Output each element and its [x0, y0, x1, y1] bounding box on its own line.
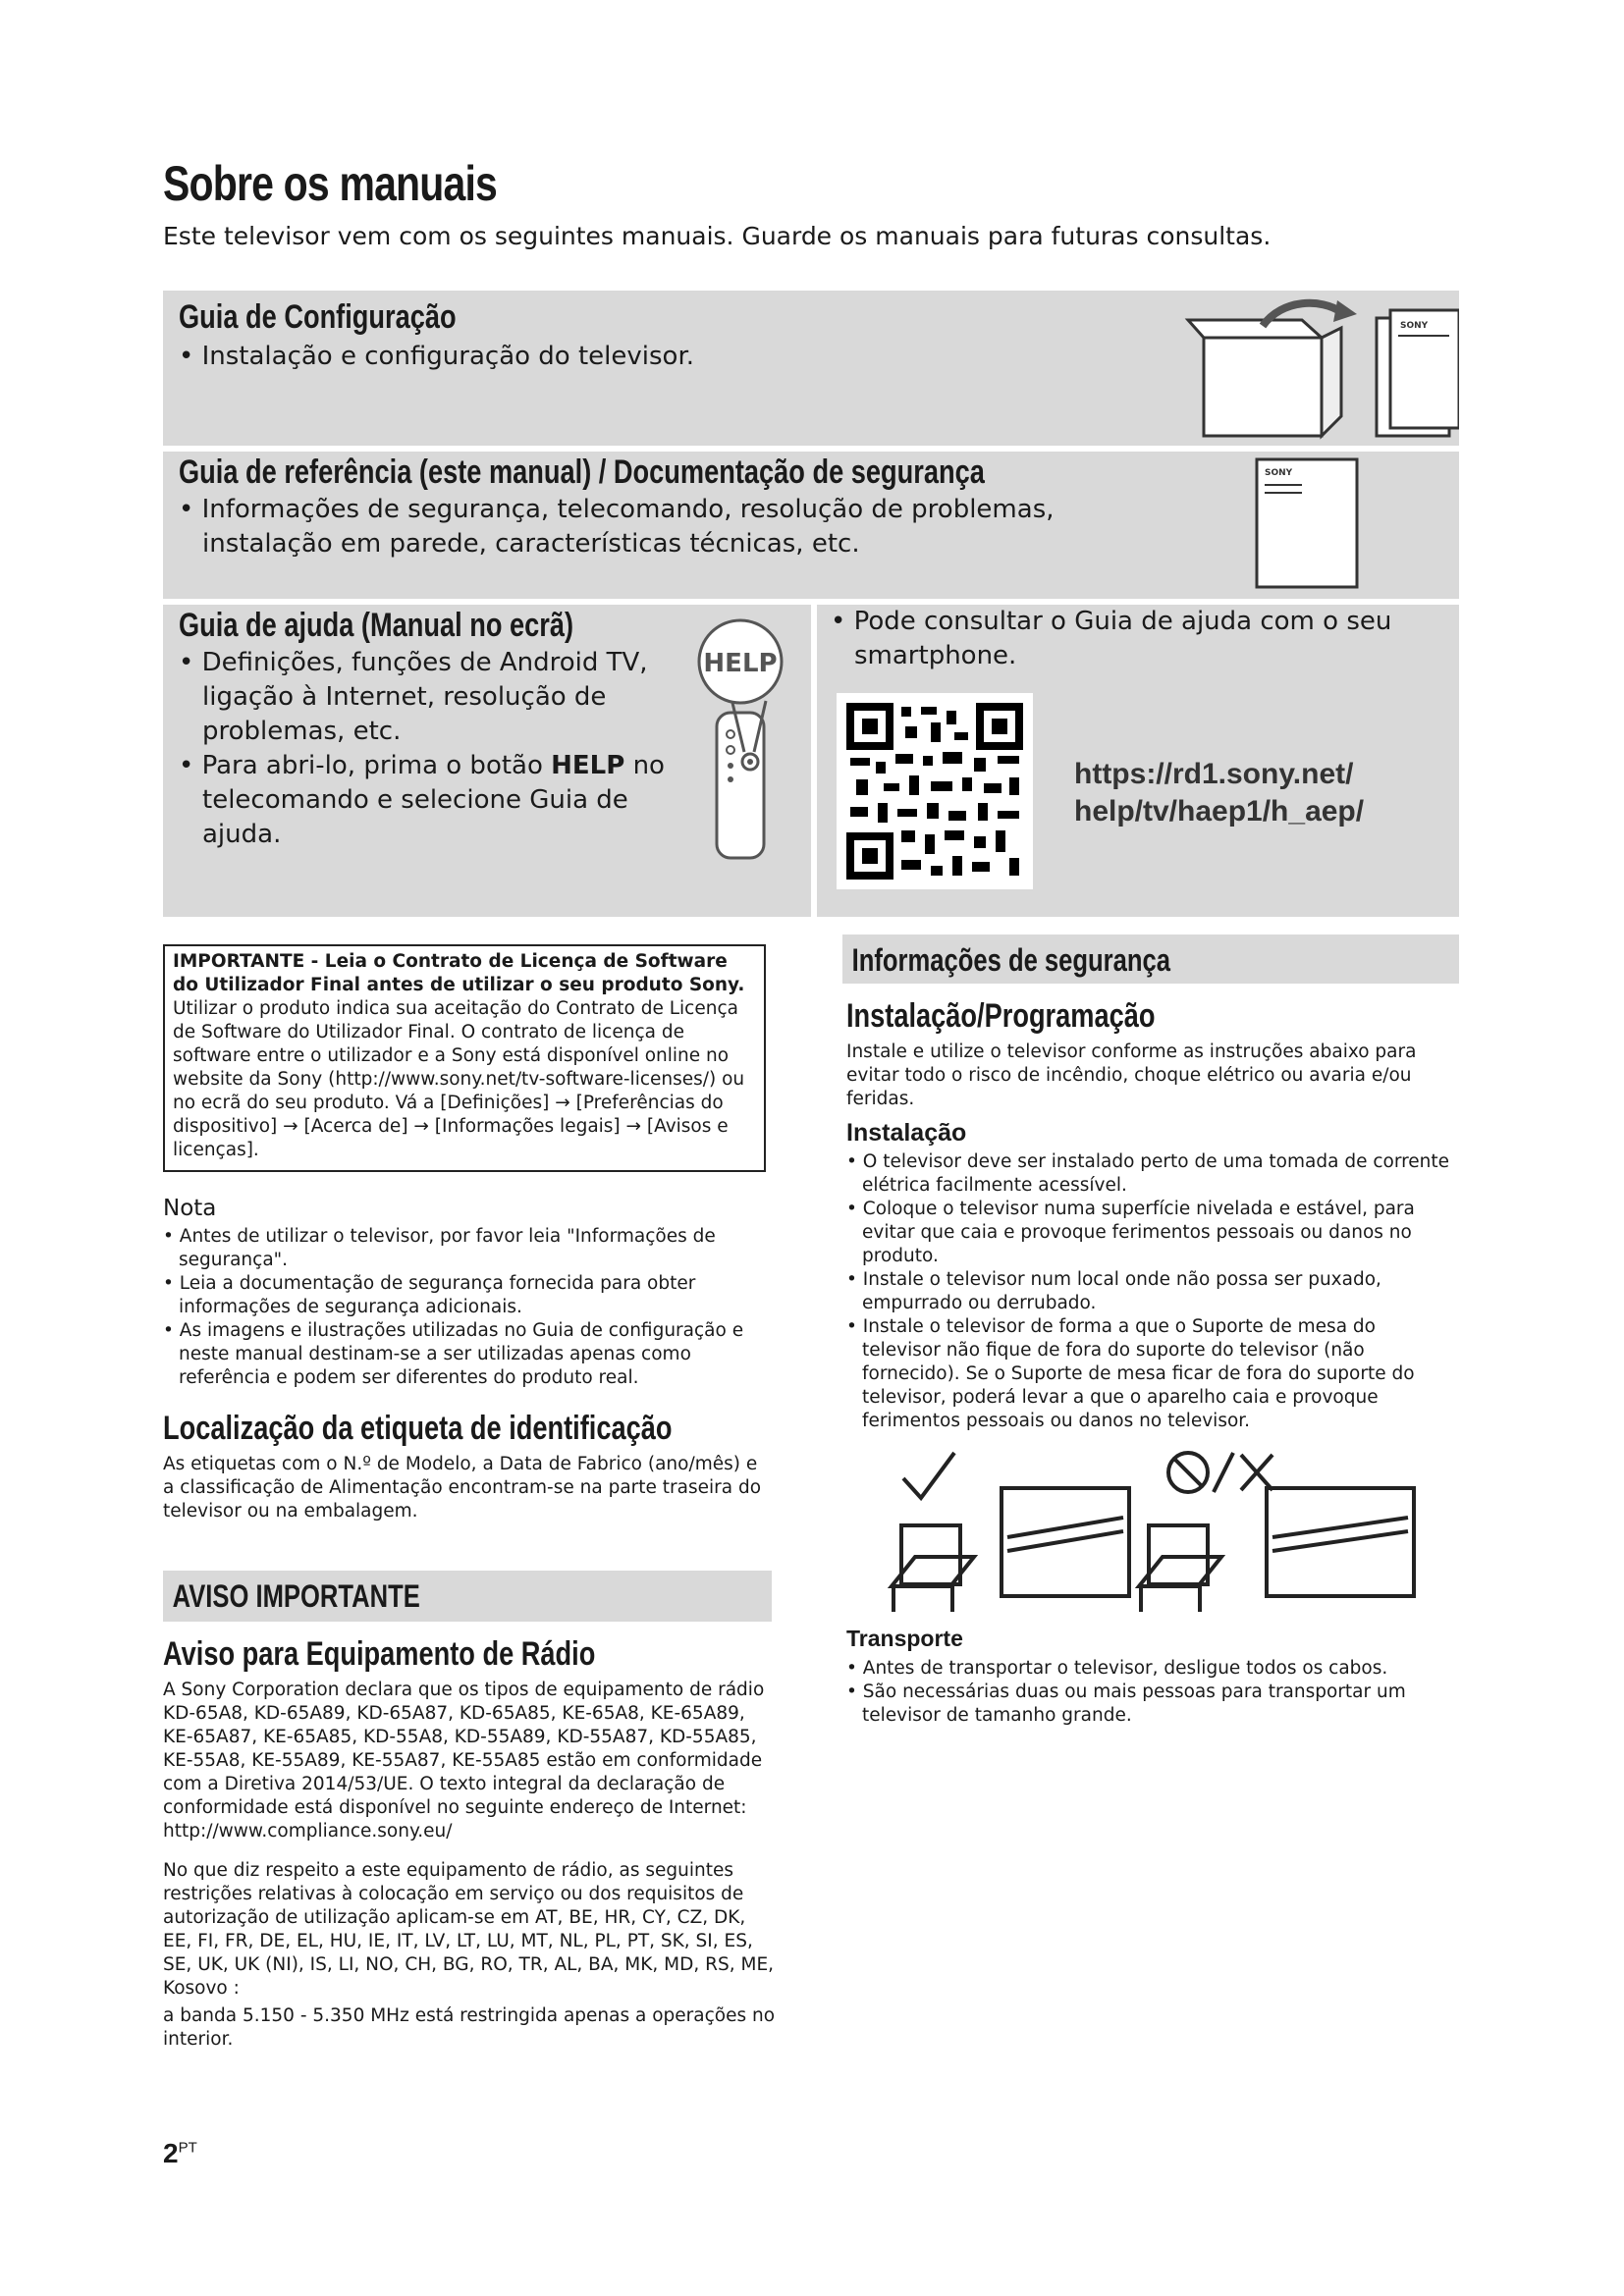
- installation-item-2: • Coloque o televisor numa superfície nivelada e estável, para evitar que caia e provoque ferimentos pessoais ou danos no produto.: [846, 1199, 1415, 1266]
- smartphone-note: • Pode consultar o Guia de ajuda com o seu smartphone.: [831, 607, 1392, 670]
- installation-list: [846, 1150, 1453, 1433]
- installation-programming-title: Instalação/Programação: [846, 997, 1156, 1035]
- transport-item-2: • São necessárias duas ou mais pessoas para transportar um televisor de tamanho grande.: [846, 1682, 1406, 1726]
- nota-item-3: • As imagens e ilustrações utilizadas no Guia de configuração e neste manual destinam-se a ser utilizadas apenas como referência e podem ser diferentes do produto real.: [163, 1320, 744, 1388]
- safety-band-label: Informações de segurança: [851, 942, 1170, 978]
- installation-intro: Instale e utilize o televisor conforme as instruções abaixo para evitar todo o risco de incêndio, choque elétrico ou avaria e/ou feridas.: [846, 1041, 1417, 1109]
- radio-notice-title: Aviso para Equipamento de Rádio: [163, 1635, 596, 1673]
- help-guide-title: Guia de ajuda (Manual no ecrã): [179, 607, 574, 644]
- reference-guide-item: • Informações de segurança, telecomando, resolução de problemas, instalação em parede, características técnicas, etc.: [179, 495, 1055, 559]
- help-guide-item-1: • Definições, funções de Android TV, ligação à Internet, resolução de problemas, etc.: [179, 648, 648, 746]
- brand-label: SONY: [1265, 468, 1293, 478]
- important-notice-text: Utilizar o produto indica sua aceitação do Contrato de Licença de Software do Utilizador Final. O contrato de licença de software entre o utilizador e a Sony está disponível online no website da Sony (http://www.sony.net/tv-software-licenses/) ou no ecrã do seu produto. Vá a [Definições] → [Preferências do dispositivo] → [Acerca de] → [Informações legais] → [Avisos e licenças].: [173, 998, 745, 1160]
- installation-title: Instalação: [846, 1119, 967, 1147]
- installation-item-1: • O televisor deve ser instalado perto de uma tomada de corrente elétrica facilmente acessível.: [846, 1151, 1450, 1196]
- qr-code: [837, 693, 1033, 889]
- setup-guide-title: Guia de Configuração: [179, 298, 457, 336]
- setup-guide-item: • Instalação e configuração do televisor.: [179, 342, 695, 371]
- aviso-band: [163, 1571, 772, 1622]
- manual-illustration: [1253, 455, 1361, 593]
- reference-guide-title: Guia de referência (este manual) / Documentação de segurança: [179, 454, 985, 491]
- nota-item-1: • Antes de utilizar o televisor, por favor leia "Informações de segurança".: [163, 1226, 716, 1270]
- transport-title: Transporte: [846, 1626, 963, 1651]
- transport-item-1: • Antes de transportar o televisor, desligue todos os cabos.: [846, 1658, 1388, 1679]
- smartphone-help-box: [817, 605, 1459, 917]
- nota-item-2: • Leia a documentação de segurança fornecida para obter informações de segurança adicionais.: [163, 1273, 696, 1317]
- tv-stand-illustration: [864, 1449, 1434, 1616]
- help-guide-box: [163, 605, 811, 917]
- transport-list: [846, 1657, 1453, 1728]
- nota-list: [163, 1225, 772, 1390]
- remote-help-illustration: [683, 614, 801, 860]
- nota-title: Nota: [163, 1196, 217, 1221]
- reference-guide-box: [163, 452, 1459, 599]
- radio-notice-p3: a banda 5.150 - 5.350 MHz está restringida apenas a operações no interior.: [163, 2005, 776, 2050]
- radio-notice-p1: A Sony Corporation declara que os tipos de equipamento de rádio KD-65A8, KD-65A89, KD-65A87, KD-65A85, KE-65A8, KE-65A89, KE-65A87, KE-65A85, KD-55A8, KD-55A89, KD-55A87, KD-55A85, KE-55A8, KE-55A89, KE-55A87, KE-55A85 estão em conformidade com a Diretiva 2014/53/UE. O texto integral da declaração de conformidade está disponível no seguinte endereço de Internet: http://www.compliance.sony.eu/: [163, 1680, 765, 1842]
- setup-guide-box: [163, 291, 1459, 446]
- installation-item-4: • Instale o televisor de forma a que o Suporte de mesa do televisor não fique de fora do suporte do televisor (não fornecido). Se o Suporte de mesa ficar de fora do suporte do televisor, poderá levar a que o aparelho caia e provoque ferimentos pessoais ou danos no televisor.: [846, 1316, 1415, 1431]
- help-url[interactable]: https://rd1.sony.net/ help/tv/haep1/h_aep/: [1074, 758, 1365, 828]
- page-title: Sobre os manuais: [163, 156, 498, 211]
- check-icon: [903, 1453, 954, 1498]
- important-notice-bold: IMPORTANTE - Leia o Contrato de Licença de Software do Utilizador Final antes de utilizar o seu produto Sony.: [173, 951, 745, 995]
- installation-item-3: • Instale o televisor num local onde não possa ser puxado, empurrado ou derrubado.: [846, 1269, 1381, 1313]
- help-guide-item-2: • Para abri-lo, prima o botão HELP no telecomando e selecione Guia de ajuda.: [179, 751, 665, 849]
- intro-text: Este televisor vem com os seguintes manuais. Guarde os manuais para futuras consultas.: [163, 222, 1272, 250]
- safety-band: [842, 934, 1459, 984]
- aviso-band-label: AVISO IMPORTANTE: [172, 1578, 420, 1614]
- label-section-title: Localização da etiqueta de identificação: [163, 1410, 673, 1447]
- tv-box-illustration: [1184, 298, 1459, 442]
- label-section-text: As etiquetas com o N.º de Modelo, a Data de Fabrico (ano/mês) e a classificação de Alimentação encontram-se na parte traseira do televisor ou na embalagem.: [163, 1454, 762, 1522]
- help-guide-list: [179, 646, 670, 852]
- help-button-label: HELP: [703, 649, 778, 678]
- page-number: $2^{PT}$: [163, 2138, 197, 2168]
- radio-notice-p2: No que diz respeito a este equipamento de rádio, as seguintes restrições relativas à colocação em serviço ou dos requisitos de autorização de utilização aplicam-se em AT, BE, HR, CY, CZ, DK, EE, FI, FR, DE, EL, HU, IE, IT, LV, LT, LU, MT, NL, PL, PT, SK, SI, ES, SE, UK, UK (NI), IS, LI, NO, CH, BG, RO, TR, AL, BA, MK, MD, RS, ME, Kosovo :: [163, 1860, 775, 1999]
- important-notice-box: [163, 944, 766, 1172]
- brand-label: SONY: [1400, 321, 1429, 331]
